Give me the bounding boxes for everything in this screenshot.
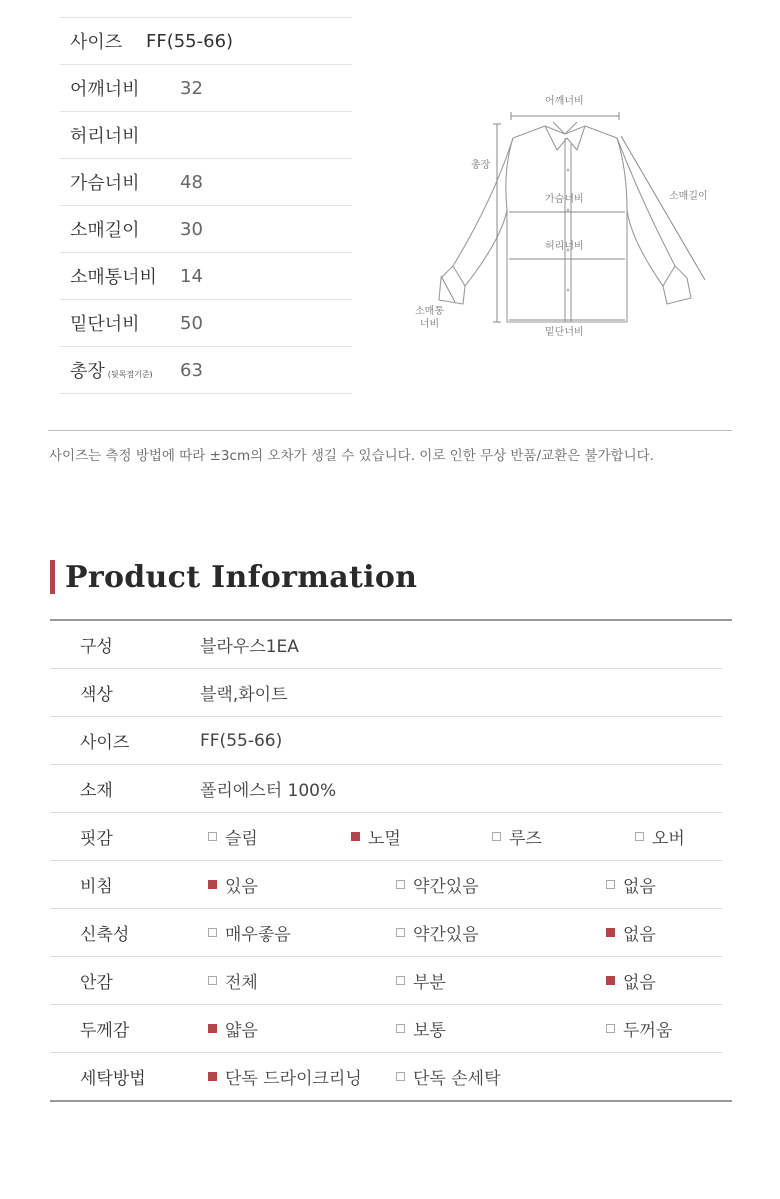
size-row-label: 소매통너비 (70, 267, 157, 288)
option-label: 노멀 (368, 829, 401, 849)
sheerness-options (200, 861, 722, 908)
option-item (208, 957, 258, 1004)
size-row-value: 30 (180, 218, 203, 240)
option-label: 얇음 (225, 1021, 258, 1041)
info-row-fit (50, 813, 722, 861)
option-label: 없음 (623, 973, 656, 993)
checkbox-icon (396, 1024, 405, 1033)
info-row-elasticity (50, 909, 722, 957)
size-notice: 사이즈는 측정 방법에 따라 ±3cm의 오차가 생길 수 있습니다. 이로 인한 무상 반품/교환은 불가합니다. (49, 448, 654, 464)
elasticity-options (200, 909, 722, 956)
diagram-label-sleeve-width-line2: 너비 (419, 318, 440, 330)
size-row-note: (뒷목점기준) (107, 370, 153, 379)
option-item (396, 861, 479, 908)
option-item (208, 1053, 362, 1100)
thickness-options (200, 1005, 722, 1052)
diagram-label-sleeve-length: 소매길이 (669, 191, 708, 202)
size-row-hem (60, 299, 352, 346)
diagram-label-hem: 밑단너비 (545, 327, 584, 338)
option-item (208, 909, 291, 956)
diagram-label-sleeve-width-line1: 소매통 (415, 306, 444, 317)
size-table (60, 17, 352, 394)
checkbox-icon (208, 832, 217, 841)
option-label: 단독 드라이크리닝 (225, 1069, 362, 1089)
option-label: 루즈 (509, 829, 542, 849)
size-row-label (60, 357, 180, 383)
size-row-label: 어깨너비 (70, 79, 140, 100)
checkbox-icon (635, 832, 644, 841)
checkbox-icon (208, 976, 217, 985)
size-row-chest (60, 158, 352, 205)
size-header-value: FF(55-66) (146, 30, 234, 52)
size-row-label-text: 총장 (70, 361, 105, 382)
info-row-thickness (50, 1005, 722, 1053)
option-label: 단독 손세탁 (413, 1069, 501, 1089)
size-row-value: 50 (180, 312, 203, 334)
checkbox-icon (606, 1024, 615, 1033)
washing-options (200, 1053, 722, 1100)
fit-options (200, 813, 722, 860)
option-label: 전체 (225, 973, 258, 993)
size-row-value: 14 (180, 265, 203, 287)
option-label: 부분 (413, 973, 446, 993)
diagram-label-shoulder: 어깨너비 (545, 96, 584, 107)
option-label: 약간있음 (413, 877, 479, 897)
option-item (492, 813, 542, 860)
size-row-label: 소매길이 (70, 220, 140, 241)
info-value: 블랙,화이트 (200, 685, 288, 705)
checkbox-icon (208, 880, 217, 889)
size-row-sleeve-width (60, 252, 352, 299)
info-key: 핏감 (80, 829, 113, 849)
size-row-value: 48 (180, 171, 203, 193)
option-label: 없음 (623, 925, 656, 945)
option-item (606, 861, 656, 908)
info-row-color (50, 669, 722, 717)
info-key: 색상 (80, 685, 113, 705)
option-label: 두꺼움 (623, 1021, 673, 1041)
size-row-length (60, 346, 352, 394)
info-value: 폴리에스터 100% (200, 781, 337, 801)
checkbox-icon (492, 832, 501, 841)
option-item (351, 813, 401, 860)
checkbox-icon (208, 928, 217, 937)
diagram-label-length: 총장 (471, 160, 491, 171)
checkbox-icon (396, 976, 405, 985)
section-divider (48, 430, 732, 431)
size-row-value: 63 (180, 359, 203, 381)
info-key: 신축성 (80, 925, 130, 945)
checkbox-icon (396, 928, 405, 937)
option-item (396, 909, 479, 956)
size-row-label: 허리너비 (70, 126, 140, 147)
option-label: 오버 (652, 829, 685, 849)
info-row-material (50, 765, 722, 813)
option-label: 약간있음 (413, 925, 479, 945)
diagram-label-sleeve-width (415, 306, 444, 331)
info-key: 구성 (80, 637, 113, 657)
size-row-waist (60, 111, 352, 158)
info-row-size (50, 717, 722, 765)
option-item (396, 957, 446, 1004)
size-row-value: 32 (180, 77, 203, 99)
product-info-table (50, 619, 732, 1102)
info-value: FF(55-66) (200, 730, 283, 751)
checkbox-icon (351, 832, 360, 841)
info-row-washing (50, 1053, 722, 1100)
info-row-lining (50, 957, 722, 1005)
option-item (208, 1005, 258, 1052)
diagram-label-waist: 허리너비 (545, 241, 584, 252)
option-item (606, 909, 656, 956)
checkbox-icon (396, 1072, 405, 1081)
option-item (396, 1005, 446, 1052)
checkbox-icon (606, 880, 615, 889)
option-label: 없음 (623, 877, 656, 897)
size-row-label: 밑단너비 (70, 314, 140, 335)
size-row-label: 가슴너비 (70, 173, 140, 194)
size-header-label: 사이즈 (70, 32, 123, 53)
title-accent-bar (50, 560, 55, 594)
checkbox-icon (606, 976, 615, 985)
option-item (606, 1005, 672, 1052)
checkbox-icon (396, 880, 405, 889)
size-table-header (60, 17, 352, 64)
diagram-label-chest: 가슴너비 (545, 194, 584, 205)
checkbox-icon (208, 1024, 217, 1033)
option-label: 매우좋음 (225, 925, 291, 945)
info-key: 비침 (80, 877, 113, 897)
lining-options (200, 957, 722, 1004)
option-item (635, 813, 685, 860)
size-row-sleeve-length (60, 205, 352, 252)
info-key: 두께감 (80, 1021, 130, 1041)
option-item (208, 861, 258, 908)
info-row-sheerness (50, 861, 722, 909)
shirt-measurement-diagram (405, 90, 735, 350)
option-item (208, 813, 258, 860)
option-label: 보통 (413, 1021, 446, 1041)
info-key: 세탁방법 (80, 1069, 146, 1089)
info-row-composition (50, 621, 722, 669)
info-key: 소재 (80, 781, 113, 801)
option-label: 있음 (225, 877, 258, 897)
info-key: 안감 (80, 973, 113, 993)
option-label: 슬림 (225, 829, 258, 849)
checkbox-icon (208, 1072, 217, 1081)
product-info-title: Product Information (65, 560, 418, 595)
info-value: 블라우스1EA (200, 637, 299, 657)
checkbox-icon (606, 928, 615, 937)
option-item (396, 1053, 501, 1100)
shirt-outline-illustration (405, 90, 735, 350)
size-row-shoulder (60, 64, 352, 111)
option-item (606, 957, 656, 1004)
info-key: 사이즈 (80, 733, 130, 753)
